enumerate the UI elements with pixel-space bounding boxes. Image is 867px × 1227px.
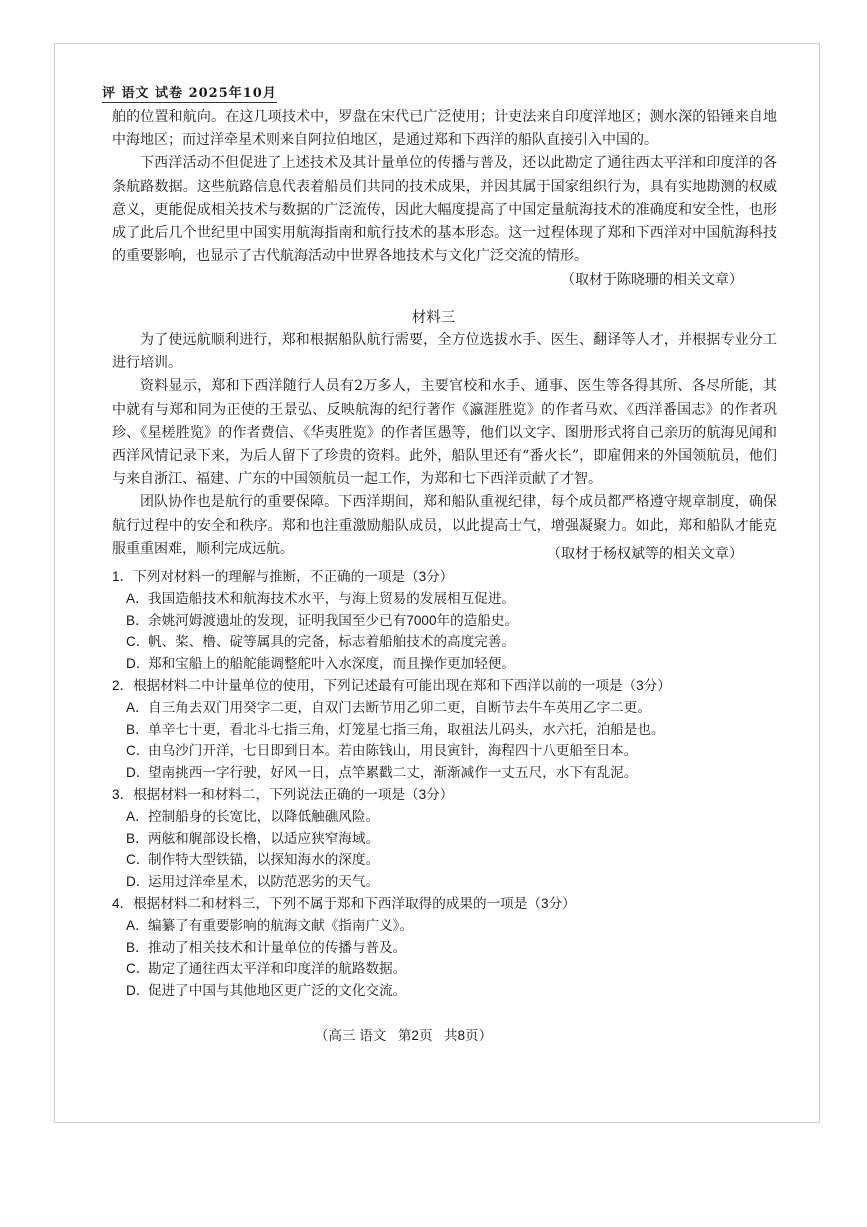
option-b: B．单辛七十更，看北斗七指三角，灯笼星七指三角，取祖法儿码头，水六托，泊船是也。 <box>126 721 665 737</box>
material-two-continuation <box>112 106 777 268</box>
question-3 <box>112 784 777 893</box>
question-1 <box>112 566 777 675</box>
option-d: D．运用过洋牵星术，以防范恶劣的天气。 <box>126 874 380 890</box>
paragraph: 下西洋活动不但促进了上述技术及其计量单位的传播与普及，还以此勘定了通往西太平洋和印度洋的各条航路数据。这些航路信息代表着船员们共同的技术成果，并因其属于国家组织行为，具有实地勘测的权威意义，更能促成相关技术与数据的广泛流传，因此大幅度提高了中国定量航海技术的准确度和安全性，也形成了此后几个世纪里中国实用航海指南和航行技术的基本形态。这一过程体现了郑和下西洋对中国航海科技的重要影响，也显示了古代航海活动中世界各地技术与文化广泛交流的情形。 <box>112 155 777 265</box>
option-d: D．郑和宝船上的船舵能调整舵叶入水深度，而且操作更加轻便。 <box>126 656 516 672</box>
option-c: C．勘定了通往西太平洋和印度洋的航路数据。 <box>126 961 407 977</box>
option-b: B．余姚河姆渡遗址的发现，证明我国至少已有7000年的造船史。 <box>126 612 519 628</box>
question-4 <box>112 893 777 1002</box>
option-c: C．帆、桨、橹、碇等属具的完备，标志着船舶技术的高度完善。 <box>126 634 516 650</box>
page-footer: （高三 语文 第2页 共8页） <box>314 1028 493 1043</box>
option-c: C．由乌沙门开洋，七日即到日本。若由陈钱山，用艮寅针，海程四十八更船至日本。 <box>126 743 638 759</box>
material-two-source: （取材于陈晓珊的相关文章） <box>561 272 743 288</box>
material-three-title: 材料三 <box>411 310 456 326</box>
option-d: D．促进了中国与其他地区更广泛的文化交流。 <box>126 983 407 999</box>
question-stem: 3．根据材料一和材料二，下列说法正确的一项是（3分） <box>112 786 454 802</box>
paragraph: 团队协作也是航行的重要保障。下西洋期间，郑和船队重视纪律，每个成员都严格遵守规章制度，确保航行过程中的安全和秩序。郑和也注重激励船队成员，以此提高士气，增强凝聚力。如此，郑和船队才能克服重重困难，顺利完成远航。 <box>112 494 777 557</box>
option-a: A．自三角去双门用癸字二更，自双门去断节用乙卯二更，自断节去牛车英用乙字二更。 <box>126 699 651 715</box>
question-stem: 4．根据材料二和材料三，下列不属于郑和下西洋取得的成果的一项是（3分） <box>112 895 576 911</box>
material-three-body <box>112 329 777 561</box>
option-a: A．编纂了有重要影响的航海文献《指南广义》。 <box>126 917 414 933</box>
option-a: A．控制船身的长宽比，以降低触礁风险。 <box>126 808 380 824</box>
option-d: D．望南挑西一字行驶，好风一日，点竿累戳二丈，渐渐减作一丈五尺，水下有乱泥。 <box>126 765 638 781</box>
option-a: A．我国造船技术和航海技术水平，与海上贸易的发展相互促进。 <box>126 590 516 606</box>
option-b: B．推动了相关技术和计量单位的传播与普及。 <box>126 939 407 955</box>
paragraph: 资料显示，郑和下西洋随行人员有2万多人，主要官校和水手、通事、医生等各得其所、各尽所能，其中就有与郑和同为正使的王景弘、反映航海的纪行著作《瀛涯胜览》的作者马欢、《西洋番国志》的作者巩珍、《星槎胜览》的作者费信、《华夷胜览》的作者匡愚等，他们以文字、图册形式将自己亲历的航海见闻和西洋风情记录下来，为后人留下了珍贵的资料。此外，船队里还有“番火长”，即雇佣来的外国领航员，他们与来自浙江、福建、广东的中国领航员一起工作，为郑和七下西洋贡献了才智。 <box>112 378 777 488</box>
material-three-source: （取材于杨权斌等的相关文章） <box>547 546 743 562</box>
question-stem: 2．根据材料二中计量单位的使用，下列记述最有可能出现在郑和下西洋以前的一项是（3分） <box>112 677 671 693</box>
paragraph: 舶的位置和航向。在这几项技术中，罗盘在宋代已广泛使用；计吏法来自印度洋地区；测水深的铅锤来自地中海地区；而过洋牵星术则来自阿拉伯地区，是通过郑和下西洋的船队直接引入中国的。 <box>112 109 777 149</box>
question-list <box>112 566 777 1002</box>
option-c: C．制作特大型铁锚，以探知海水的深度。 <box>126 852 380 868</box>
question-stem: 1．下列对材料一的理解与推断，不正确的一项是（3分） <box>112 569 454 584</box>
option-b: B．两舷和艉部设长橹，以适应狭窄海域。 <box>126 830 380 846</box>
paragraph: 为了使远航顺利进行，郑和根据船队航行需要，全方位选拔水手、医生、翻译等人才，并根据专业分工进行培训。 <box>112 332 777 372</box>
exam-header: 评 语文 试卷 2025年10月 <box>102 82 277 103</box>
question-2 <box>112 675 777 784</box>
